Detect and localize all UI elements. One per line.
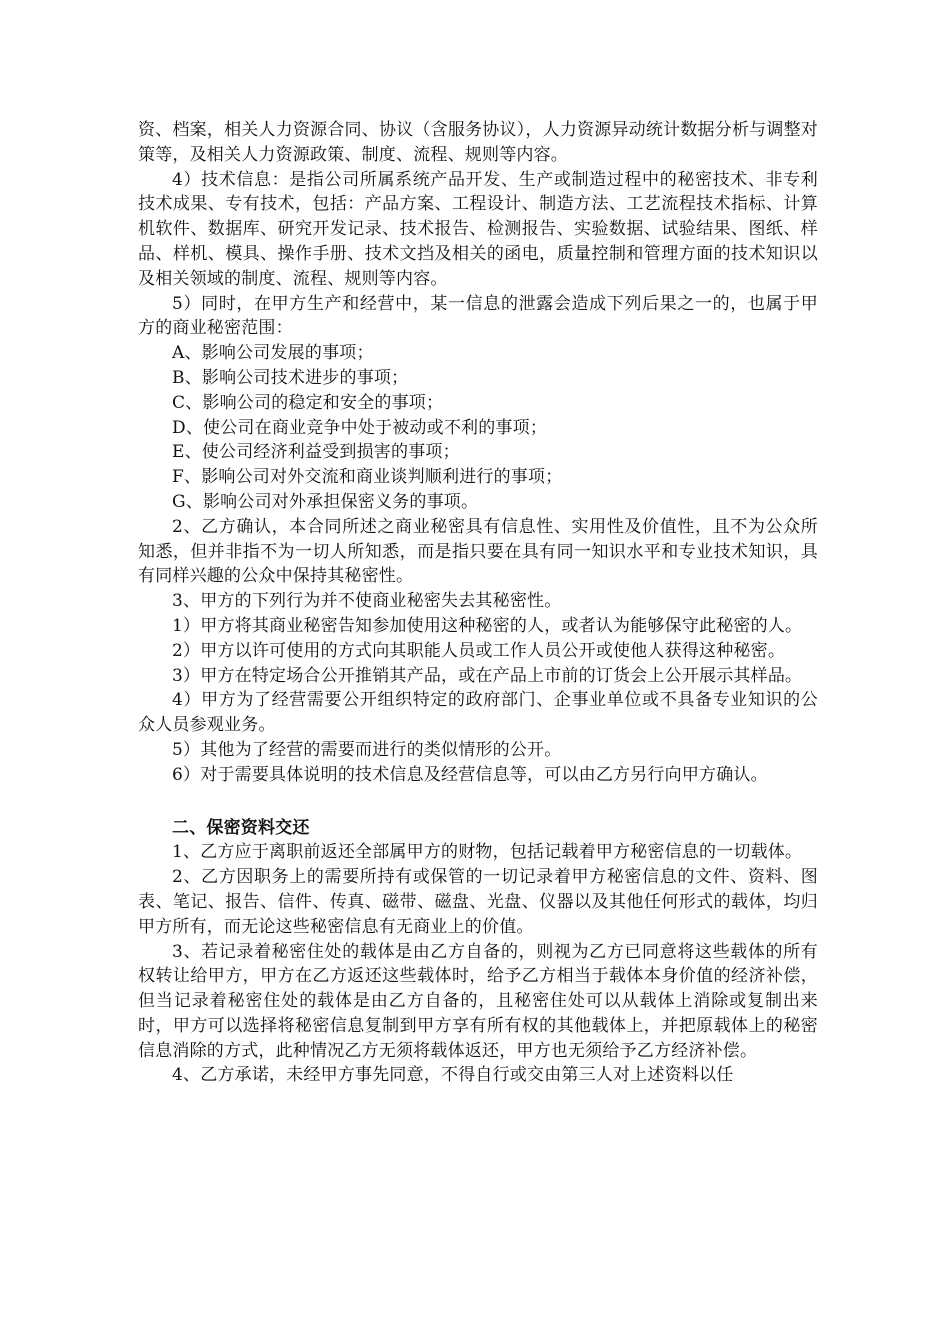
consequence-item: G、影响公司对外承担保密义务的事项。 bbox=[172, 491, 479, 512]
consequence-item: F、影响公司对外交流和商业谈判顺利进行的事项； bbox=[172, 467, 563, 488]
clause-3-item: 3）甲方在特定场合公开推销其产品，或在产品上市前的订货会上公开展示其样品。 bbox=[172, 665, 803, 686]
section-2-item: 2、乙方因职务上的需要所持有或保管的一切记录着甲方秘密信息的文件、资料、图表、笔记、报告、信件、传真、磁带、磁盘、光盘、仪器以及其他任何形式的载体，均归甲方所有，而无论这些秘密信息有无商业上的价值。 bbox=[138, 867, 818, 937]
document-body bbox=[138, 118, 818, 1088]
clause-3-item: 5）其他为了经营的需要而进行的类似情形的公开。 bbox=[172, 739, 562, 760]
section-2-item: 1、乙方应于离职前返还全部属甲方的财物，包括记载着甲方秘密信息的一切载体。 bbox=[172, 842, 803, 863]
section-2-heading: 二、保密资料交还 bbox=[172, 817, 310, 838]
section-2-item: 4、乙方承诺，未经甲方事先同意，不得自行或交由第三人对上述资料以任 bbox=[172, 1065, 734, 1086]
consequence-item: D、使公司在商业竞争中处于被动或不利的事项； bbox=[172, 417, 548, 438]
clause-3-item: 4）甲方为了经营需要公开组织特定的政府部门、企事业单位或不具备专业知识的公众人员参观业务。 bbox=[138, 690, 818, 736]
section-2-item: 3、若记录着秘密住处的载体是由乙方自备的，则视为乙方已同意将这些载体的所有权转让给甲方，甲方在乙方返还这些载体时，给予乙方相当于载体本身价值的经济补偿，但当记录着秘密住处的载体是由乙方自备的，且秘密住处可以从载体上消除或复制出来时，甲方可以选择将秘密信息复制到甲方享有所有权的其他载体上，并把原载体上的秘密信息消除的方式，此种情况乙方无须将载体返还，甲方也无须给予乙方经济补偿。 bbox=[138, 941, 818, 1061]
clause-3-item: 6）对于需要具体说明的技术信息及经营信息等，可以由乙方另行向甲方确认。 bbox=[172, 764, 768, 785]
tech-info-paragraph: 4）技术信息：是指公司所属系统产品开发、生产或制造过程中的秘密技术、非专利技术成果、专有技术，包括：产品方案、工程设计、制造方法、工艺流程技术指标、计算机软件、数据库、研究开发记录、技术报告、检测报告、实验数据、试验结果、图纸、样品、样机、模具、操作手册、技术文挡及相关的函电，质量控制和管理方面的技术知识以及相关领域的制度、流程、规则等内容。 bbox=[138, 169, 818, 289]
consequence-item: E、使公司经济利益受到损害的事项； bbox=[172, 442, 460, 463]
consequence-item: C、影响公司的稳定和安全的事项； bbox=[172, 392, 444, 413]
clause-3-item: 2）甲方以许可使用的方式向其职能人员或工作人员公开或使他人获得这种秘密。 bbox=[172, 640, 786, 661]
clause-3-paragraph: 3、甲方的下列行为并不使商业秘密失去其秘密性。 bbox=[172, 591, 562, 612]
section-spacer bbox=[138, 788, 818, 816]
intro-continuation-paragraph: 资、档案，相关人力资源合同、协议（含服务协议），人力资源异动统计数据分析与调整对策等，及相关人力资源政策、制度、流程、规则等内容。 bbox=[138, 120, 818, 165]
leak-scope-paragraph: 5）同时，在甲方生产和经营中，某一信息的泄露会造成下列后果之一的，也属于甲方的商业秘密范围： bbox=[138, 293, 818, 339]
consequence-item: B、影响公司技术进步的事项； bbox=[172, 367, 409, 388]
consequence-item: A、影响公司发展的事项； bbox=[172, 343, 374, 364]
clause-2-paragraph: 2、乙方确认，本合同所述之商业秘密具有信息性、实用性及价值性，且不为公众所知悉，但并非指不为一切人所知悉，而是指只要在具有同一知识水平和专业技术知识，具有同样兴趣的公众中保持其秘密性。 bbox=[138, 516, 818, 587]
clause-3-item: 1）甲方将其商业秘密告知参加使用这种秘密的人，或者认为能够保守此秘密的人。 bbox=[172, 615, 803, 636]
